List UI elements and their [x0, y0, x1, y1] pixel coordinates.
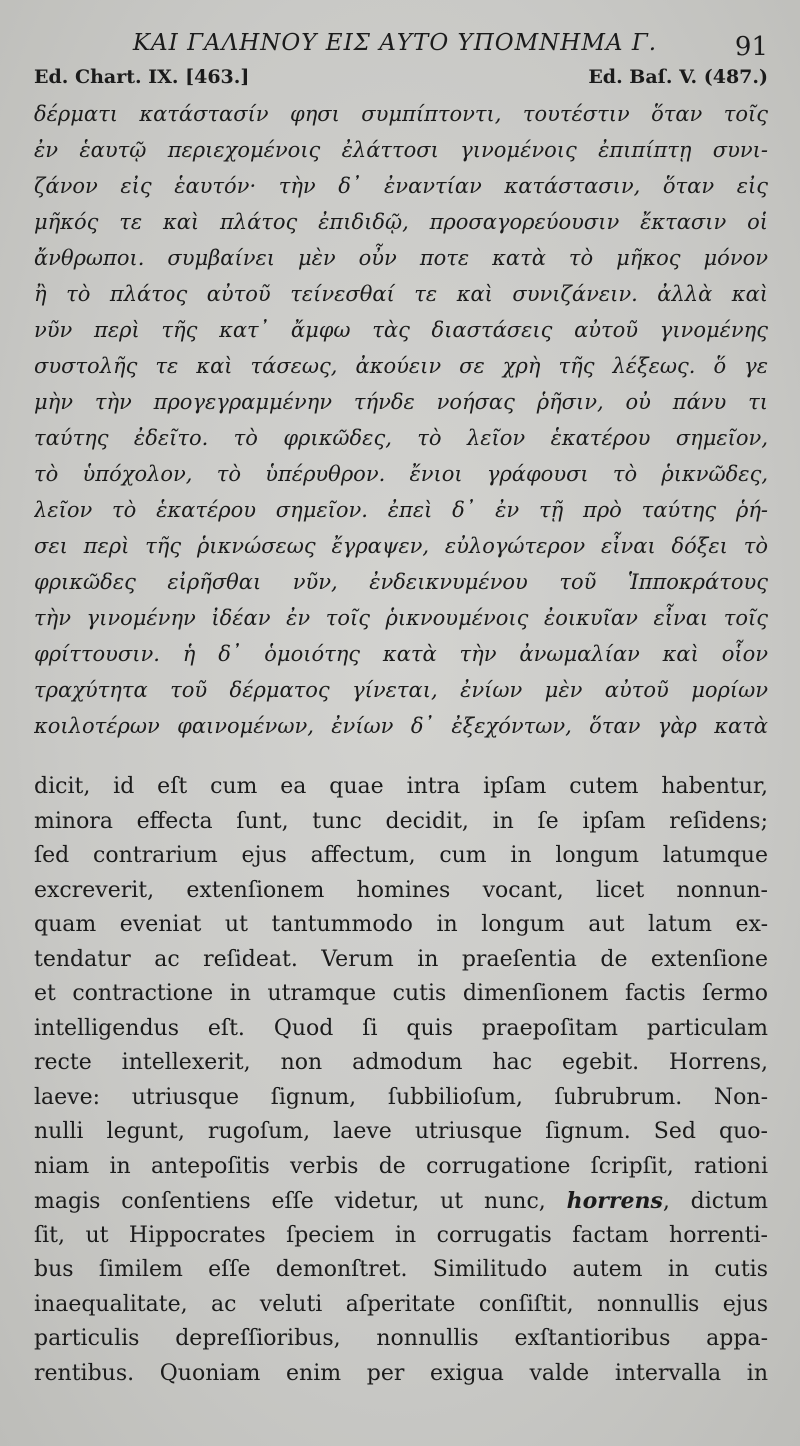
latin-text-line	[34, 1184, 768, 1219]
greek-text-line: φρικῶδες εἰρῆσθαι νῦν, ἐνδεικνυμένου τοῦ Ἱπποκράτους	[34, 570, 768, 594]
edition-reference-line	[34, 66, 768, 96]
greek-text-line: ταύτης ἐδεῖτο. τὸ φρικῶδες, τὸ λεῖον ἑκατέρου σημεῖον,	[34, 426, 768, 450]
greek-text-line: κοιλοτέρων φαινομένων, ἐνίων δ᾽ ἐξεχόντων, ὅταν γὰρ κατὰ	[34, 714, 768, 738]
greek-text-line: λεῖον τὸ ἑκατέρου σημεῖον. ἐπεὶ δ᾽ ἐν τῇ πρὸ ταύτης ῥή-	[34, 498, 768, 522]
latin-text-segment: magis conſentiens eſſe videtur, ut nunc,	[34, 1189, 567, 1214]
latin-text-line: intelligendus eſt. Quod ſi quis praepoſitam particulam	[34, 1015, 768, 1041]
greek-text-line: ἐν ἑαυτῷ περιεχομένοις ἐλάττοσι γινομένοις ἐπιπίπτῃ συνι-	[34, 138, 768, 162]
greek-text-line: μὴν τὴν προγεγραμμένην τήνδε νοήσας ῥῆσιν, οὐ πάνυ τι	[34, 390, 768, 414]
latin-text-segment: , dictum	[662, 1189, 768, 1214]
italic-lemma: horrens	[566, 1188, 663, 1214]
latin-text-line: rentibus. Quoniam enim per exigua valde intervalla in	[34, 1360, 768, 1386]
latin-text-line: minora effecta ſunt, tunc decidit, in ſe ipſam reſidens;	[34, 808, 768, 834]
greek-text-line: ἄνθρωποι. συμβαίνει μὲν οὖν ποτε κατὰ τὸ μῆκος μόνον	[34, 246, 768, 270]
greek-text-line: τραχύτητα τοῦ δέρματος γίνεται, ἐνίων μὲν αὐτοῦ μορίων	[34, 678, 768, 702]
latin-text-line: recte intellexerit, non admodum hac egebit. Horrens,	[34, 1050, 768, 1075]
latin-text-line: bus ſimilem eſſe demonſtret. Similitudo autem in cutis	[34, 1257, 768, 1282]
greek-text-line: ἢ τὸ πλάτος αὐτοῦ τείνεσθαί τε καὶ συνιζάνειν. ἀλλὰ καὶ	[34, 282, 768, 306]
latin-text-line: ſit, ut Hippocrates ſpeciem in corrugatis factam horrenti-	[34, 1222, 768, 1248]
latin-text-line: niam in antepoſitis verbis de corrugatione ſcripſit, rationi	[34, 1153, 768, 1179]
greek-text-line: νῦν περὶ τῆς κατ᾽ ἄμφω τὰς διαστάσεις αὐτοῦ γινομένης	[34, 318, 768, 342]
running-head	[0, 24, 800, 64]
latin-text-line: dicit, id eſt cum ea quae intra ipſam cutem habentur,	[34, 774, 768, 799]
latin-text-line: et contractione in utramque cutis dimenſionem factis ſermo	[34, 981, 768, 1006]
greek-text-block	[34, 96, 768, 744]
greek-text-line: σει περὶ τῆς ῥικνώσεως ἔγραψεν, εὐλογώτερον εἶναι δόξει τὸ	[34, 534, 768, 558]
latin-text-line: ſed contrarium ejus affectum, cum in longum latumque	[34, 843, 768, 868]
latin-text-line: excreverit, extenſionem homines vocant, licet nonnun-	[34, 877, 768, 903]
greek-text-line: δέρματι κατάστασίν φησι συμπίπτοντι, τουτέστιν ὅταν τοῖς	[34, 102, 768, 126]
latin-text-block	[34, 770, 768, 1391]
edition-reference-basel: Ed. Baſ. V. (487.)	[588, 66, 768, 88]
running-title: ΚΑΙ ΓΑΛΗΝΟΥ ΕΙΣ ΑΥΤΟ ΥΠΟΜΝΗΜΑ Γ.	[132, 30, 658, 56]
latin-text-line: laeve: utriusque ſignum, ſubbilioſum, ſubrubrum. Non-	[34, 1084, 768, 1110]
greek-text-line: μῆκός τε καὶ πλάτος ἐπιδιδῷ, προσαγορεύουσιν ἔκτασιν οἱ	[34, 210, 768, 234]
latin-text-line: quam eveniat ut tantummodo in longum aut latum ex-	[34, 912, 768, 937]
edition-reference-chartier: Ed. Chart. IX. [463.]	[34, 66, 250, 88]
greek-text-line: τὸ ὑπόχολον, τὸ ὑπέρυθρον. ἔνιοι γράφουσι τὸ ῥικνῶδες,	[34, 462, 768, 486]
latin-text-line: nulli legunt, rugoſum, laeve utriusque ſignum. Sed quo-	[34, 1119, 768, 1144]
latin-text-line: particulis depreſſioribus, nonnullis exſtantioribus appa-	[34, 1326, 768, 1351]
greek-text-line: φρίττουσιν. ἡ δ᾽ ὁμοιότης κατὰ τὴν ἀνωμαλίαν καὶ οἷον	[34, 642, 768, 666]
greek-text-line: ζάνον εἰς ἑαυτόν· τὴν δ᾽ ἐναντίαν κατάστασιν, ὅταν εἰς	[34, 174, 768, 198]
latin-text-line: inaequalitate, ac veluti aſperitate conſiſtit, nonnullis ejus	[34, 1291, 768, 1317]
greek-text-line: τὴν γινομένην ἰδέαν ἐν τοῖς ῥικνουμένοις ἐοικυῖαν εἶναι τοῖς	[34, 606, 768, 630]
page-number: 91	[734, 32, 768, 62]
greek-text-line: συστολῆς τε καὶ τάσεως, ἀκούειν σε χρὴ τῆς λέξεως. ὅ γε	[34, 354, 768, 378]
latin-text-line: tendatur ac reſideat. Verum in praeſentia de extenſione	[34, 946, 768, 972]
